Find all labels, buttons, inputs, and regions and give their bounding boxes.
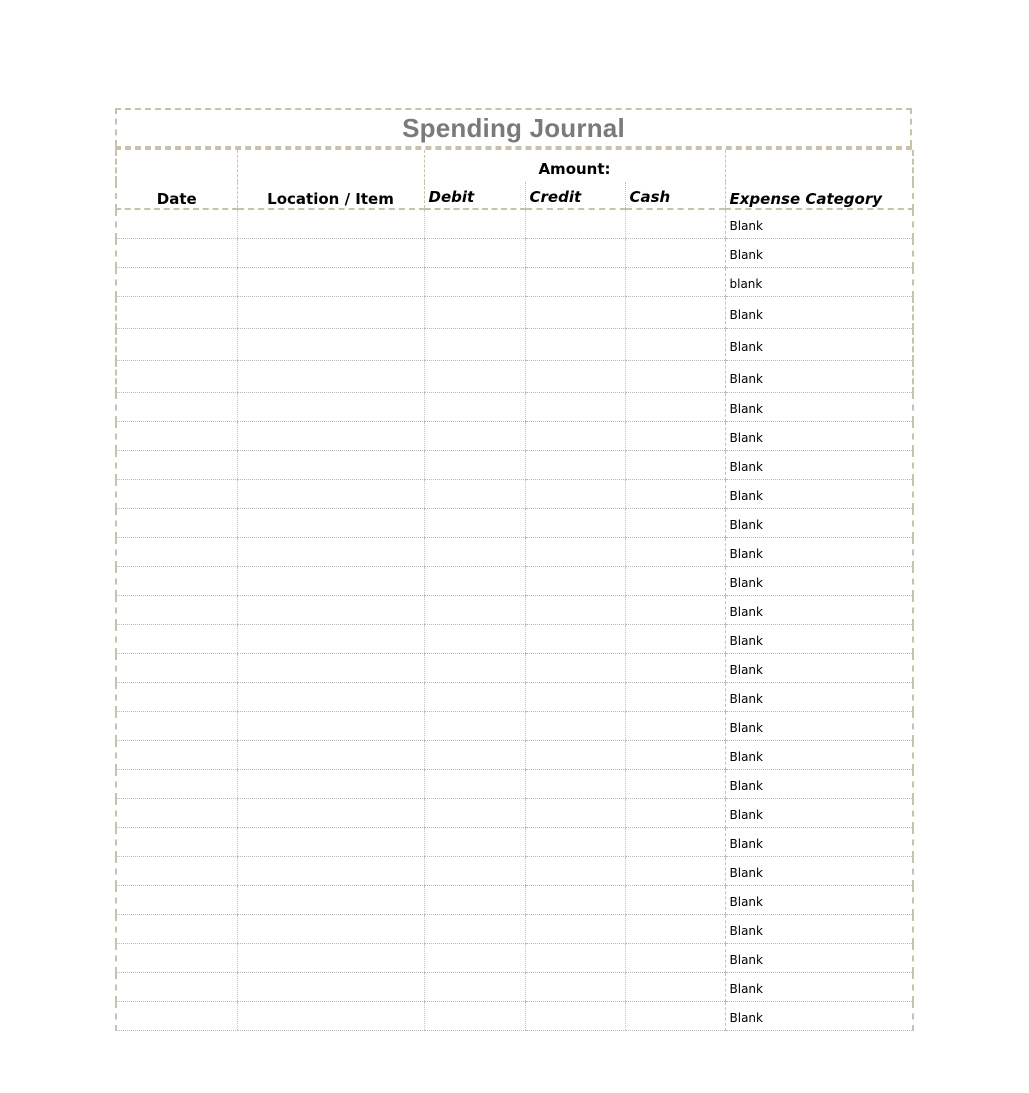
cash-cell[interactable]	[625, 770, 725, 799]
cash-cell[interactable]	[625, 538, 725, 567]
credit-cell[interactable]	[525, 297, 625, 329]
debit-cell[interactable]	[424, 209, 525, 239]
location-item-cell[interactable]	[237, 741, 424, 770]
journal-table	[115, 150, 914, 1031]
expense-category-cell[interactable]: Blank	[725, 297, 913, 329]
table-row	[116, 361, 913, 393]
date-cell[interactable]	[116, 361, 237, 393]
table-row	[116, 509, 913, 538]
credit-cell[interactable]	[525, 973, 625, 1002]
table-row	[116, 973, 913, 1002]
table-row	[116, 393, 913, 422]
table-row	[116, 712, 913, 741]
credit-cell[interactable]	[525, 329, 625, 361]
debit-cell[interactable]	[424, 239, 525, 268]
journal-rows	[116, 209, 913, 1031]
cash-cell[interactable]	[625, 944, 725, 973]
location-item-cell[interactable]	[237, 770, 424, 799]
expense-category-cell[interactable]: Blank	[725, 480, 913, 509]
table-row	[116, 741, 913, 770]
location-item-cell[interactable]	[237, 857, 424, 886]
cash-cell[interactable]	[625, 329, 725, 361]
credit-cell[interactable]	[525, 538, 625, 567]
credit-cell[interactable]	[525, 944, 625, 973]
debit-cell[interactable]	[424, 625, 525, 654]
location-item-cell[interactable]	[237, 683, 424, 712]
table-row	[116, 329, 913, 361]
cash-cell[interactable]	[625, 239, 725, 268]
expense-category-cell[interactable]: Blank	[725, 828, 913, 857]
debit-cell[interactable]	[424, 567, 525, 596]
expense-category-cell[interactable]: Blank	[725, 770, 913, 799]
table-row	[116, 625, 913, 654]
expense-category-cell[interactable]: Blank	[725, 741, 913, 770]
cash-cell[interactable]	[625, 361, 725, 393]
debit-cell[interactable]	[424, 1002, 525, 1031]
expense-category-cell[interactable]: Blank	[725, 886, 913, 915]
debit-cell[interactable]	[424, 654, 525, 683]
location-item-cell[interactable]	[237, 480, 424, 509]
expense-category-cell[interactable]: Blank	[725, 654, 913, 683]
table-row	[116, 799, 913, 828]
table-row	[116, 770, 913, 799]
date-cell[interactable]	[116, 422, 237, 451]
debit-cell[interactable]	[424, 480, 525, 509]
credit-cell[interactable]	[525, 828, 625, 857]
location-item-cell[interactable]	[237, 712, 424, 741]
cash-cell[interactable]	[625, 1002, 725, 1031]
credit-cell[interactable]	[525, 857, 625, 886]
debit-cell[interactable]	[424, 297, 525, 329]
table-row	[116, 944, 913, 973]
credit-cell[interactable]	[525, 886, 625, 915]
date-cell[interactable]	[116, 886, 237, 915]
date-cell[interactable]	[116, 915, 237, 944]
location-item-cell[interactable]	[237, 886, 424, 915]
cash-cell[interactable]	[625, 654, 725, 683]
cash-cell[interactable]	[625, 625, 725, 654]
table-row	[116, 239, 913, 268]
debit-cell[interactable]	[424, 596, 525, 625]
location-item-cell[interactable]	[237, 915, 424, 944]
location-item-cell[interactable]	[237, 654, 424, 683]
debit-cell[interactable]	[424, 451, 525, 480]
date-cell[interactable]	[116, 239, 237, 268]
credit-cell[interactable]	[525, 596, 625, 625]
location-item-cell[interactable]	[237, 828, 424, 857]
date-cell[interactable]	[116, 770, 237, 799]
credit-cell[interactable]	[525, 509, 625, 538]
location-item-cell[interactable]	[237, 799, 424, 828]
column-header-debit: Debit	[424, 182, 525, 209]
credit-cell[interactable]	[525, 683, 625, 712]
expense-category-cell[interactable]: blank	[725, 268, 913, 297]
credit-cell[interactable]	[525, 915, 625, 944]
cash-cell[interactable]	[625, 567, 725, 596]
date-cell[interactable]	[116, 451, 237, 480]
date-cell[interactable]	[116, 741, 237, 770]
date-cell[interactable]	[116, 625, 237, 654]
location-item-cell[interactable]	[237, 1002, 424, 1031]
debit-cell[interactable]	[424, 886, 525, 915]
cash-cell[interactable]	[625, 799, 725, 828]
table-row	[116, 209, 913, 239]
column-header-expense-category: Expense Category	[725, 150, 913, 209]
expense-category-cell[interactable]: Blank	[725, 509, 913, 538]
table-row	[116, 538, 913, 567]
date-cell[interactable]	[116, 683, 237, 712]
table-row	[116, 683, 913, 712]
location-item-cell[interactable]	[237, 451, 424, 480]
debit-cell[interactable]	[424, 683, 525, 712]
cash-cell[interactable]	[625, 422, 725, 451]
cash-cell[interactable]	[625, 480, 725, 509]
location-item-cell[interactable]	[237, 625, 424, 654]
credit-cell[interactable]	[525, 654, 625, 683]
title-box	[115, 108, 912, 146]
location-item-cell[interactable]	[237, 973, 424, 1002]
date-cell[interactable]	[116, 857, 237, 886]
column-header-date: Date	[116, 150, 237, 209]
cash-cell[interactable]	[625, 828, 725, 857]
debit-cell[interactable]	[424, 915, 525, 944]
cash-cell[interactable]	[625, 596, 725, 625]
location-item-cell[interactable]	[237, 239, 424, 268]
expense-category-cell[interactable]: Blank	[725, 538, 913, 567]
credit-cell[interactable]	[525, 422, 625, 451]
table-row	[116, 480, 913, 509]
cash-cell[interactable]	[625, 915, 725, 944]
debit-cell[interactable]	[424, 741, 525, 770]
location-item-cell[interactable]	[237, 393, 424, 422]
debit-cell[interactable]	[424, 422, 525, 451]
location-item-cell[interactable]	[237, 329, 424, 361]
expense-category-cell[interactable]: Blank	[725, 361, 913, 393]
date-cell[interactable]	[116, 1002, 237, 1031]
location-item-cell[interactable]	[237, 567, 424, 596]
column-header-location-item: Location / Item	[237, 150, 424, 209]
expense-category-cell[interactable]: Blank	[725, 393, 913, 422]
debit-cell[interactable]	[424, 329, 525, 361]
date-cell[interactable]	[116, 799, 237, 828]
expense-category-cell[interactable]: Blank	[725, 239, 913, 268]
expense-category-cell[interactable]: Blank	[725, 973, 913, 1002]
cash-cell[interactable]	[625, 297, 725, 329]
credit-cell[interactable]	[525, 799, 625, 828]
table-row	[116, 451, 913, 480]
credit-cell[interactable]	[525, 209, 625, 239]
date-cell[interactable]	[116, 393, 237, 422]
cash-cell[interactable]	[625, 209, 725, 239]
debit-cell[interactable]	[424, 799, 525, 828]
credit-cell[interactable]	[525, 1002, 625, 1031]
cash-cell[interactable]	[625, 712, 725, 741]
column-header-amount: Amount:	[424, 150, 725, 182]
expense-category-cell[interactable]: Blank	[725, 422, 913, 451]
cash-cell[interactable]	[625, 857, 725, 886]
column-header-cash: Cash	[625, 182, 725, 209]
credit-cell[interactable]	[525, 567, 625, 596]
date-cell[interactable]	[116, 712, 237, 741]
debit-cell[interactable]	[424, 770, 525, 799]
date-cell[interactable]	[116, 973, 237, 1002]
table-row	[116, 857, 913, 886]
date-cell[interactable]	[116, 480, 237, 509]
cash-cell[interactable]	[625, 683, 725, 712]
credit-cell[interactable]	[525, 770, 625, 799]
expense-category-cell[interactable]: Blank	[725, 329, 913, 361]
debit-cell[interactable]	[424, 393, 525, 422]
journal-title: Spending Journal	[402, 112, 625, 143]
credit-cell[interactable]	[525, 393, 625, 422]
credit-cell[interactable]	[525, 268, 625, 297]
debit-cell[interactable]	[424, 944, 525, 973]
credit-cell[interactable]	[525, 712, 625, 741]
location-item-cell[interactable]	[237, 297, 424, 329]
location-item-cell[interactable]	[237, 361, 424, 393]
table-row	[116, 422, 913, 451]
debit-cell[interactable]	[424, 509, 525, 538]
credit-cell[interactable]	[525, 239, 625, 268]
cash-cell[interactable]	[625, 509, 725, 538]
expense-category-cell[interactable]: Blank	[725, 596, 913, 625]
expense-category-cell[interactable]: Blank	[725, 625, 913, 654]
expense-category-cell[interactable]: Blank	[725, 1002, 913, 1031]
cash-cell[interactable]	[625, 741, 725, 770]
cash-cell[interactable]	[625, 973, 725, 1002]
credit-cell[interactable]	[525, 741, 625, 770]
location-item-cell[interactable]	[237, 538, 424, 567]
debit-cell[interactable]	[424, 828, 525, 857]
expense-category-cell[interactable]: Blank	[725, 209, 913, 239]
date-cell[interactable]	[116, 268, 237, 297]
table-row	[116, 828, 913, 857]
date-cell[interactable]	[116, 944, 237, 973]
debit-cell[interactable]	[424, 712, 525, 741]
date-cell[interactable]	[116, 329, 237, 361]
date-cell[interactable]	[116, 297, 237, 329]
expense-category-cell[interactable]: Blank	[725, 799, 913, 828]
table-row	[116, 596, 913, 625]
expense-category-cell[interactable]: Blank	[725, 915, 913, 944]
date-cell[interactable]	[116, 828, 237, 857]
cash-cell[interactable]	[625, 451, 725, 480]
expense-category-cell[interactable]: Blank	[725, 451, 913, 480]
location-item-cell[interactable]	[237, 944, 424, 973]
table-row	[116, 297, 913, 329]
debit-cell[interactable]	[424, 857, 525, 886]
location-item-cell[interactable]	[237, 209, 424, 239]
credit-cell[interactable]	[525, 361, 625, 393]
location-item-cell[interactable]	[237, 596, 424, 625]
location-item-cell[interactable]	[237, 509, 424, 538]
expense-category-cell[interactable]: Blank	[725, 712, 913, 741]
cash-cell[interactable]	[625, 268, 725, 297]
expense-category-cell[interactable]: Blank	[725, 944, 913, 973]
debit-cell[interactable]	[424, 538, 525, 567]
table-row	[116, 567, 913, 596]
debit-cell[interactable]	[424, 268, 525, 297]
table-row	[116, 1002, 913, 1031]
debit-cell[interactable]	[424, 973, 525, 1002]
table-row	[116, 268, 913, 297]
date-cell[interactable]	[116, 209, 237, 239]
expense-category-cell[interactable]: Blank	[725, 857, 913, 886]
credit-cell[interactable]	[525, 451, 625, 480]
date-cell[interactable]	[116, 509, 237, 538]
cash-cell[interactable]	[625, 393, 725, 422]
location-item-cell[interactable]	[237, 268, 424, 297]
expense-category-cell[interactable]: Blank	[725, 567, 913, 596]
spending-journal-sheet	[115, 108, 912, 1031]
debit-cell[interactable]	[424, 361, 525, 393]
date-cell[interactable]	[116, 567, 237, 596]
credit-cell[interactable]	[525, 625, 625, 654]
expense-category-cell[interactable]: Blank	[725, 683, 913, 712]
date-cell[interactable]	[116, 538, 237, 567]
column-header-credit: Credit	[525, 182, 625, 209]
location-item-cell[interactable]	[237, 422, 424, 451]
cash-cell[interactable]	[625, 886, 725, 915]
date-cell[interactable]	[116, 596, 237, 625]
table-row	[116, 654, 913, 683]
credit-cell[interactable]	[525, 480, 625, 509]
table-row	[116, 886, 913, 915]
date-cell[interactable]	[116, 654, 237, 683]
table-row	[116, 915, 913, 944]
